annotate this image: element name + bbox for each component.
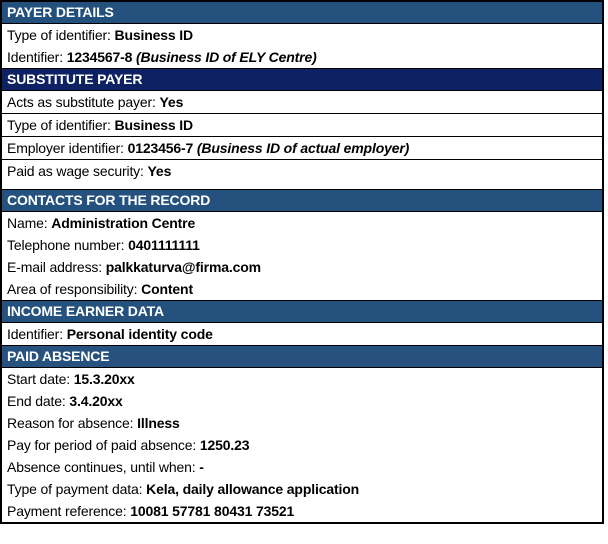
section-payer-details [2, 2, 602, 68]
field-value: Personal identity code [66, 326, 213, 342]
field-label: End date: [7, 393, 70, 409]
row-identifier [2, 323, 602, 345]
row-type-of-identifier [2, 24, 602, 46]
row-payment-reference [2, 500, 602, 522]
field-value: 3.4.20xx [69, 393, 123, 409]
row-start-date [2, 368, 602, 390]
field-label: Acts as substitute payer: [7, 94, 160, 110]
field-value: Business ID [114, 27, 194, 43]
field-value: Yes [147, 163, 172, 179]
field-value: Administration Centre [51, 215, 196, 231]
field-label: Identifier: [7, 49, 67, 65]
field-label: Employer identifier: [7, 140, 128, 156]
field-note: (Business ID of ELY Centre) [136, 49, 317, 65]
field-label: Absence continues, until when: [7, 459, 200, 475]
field-value: 0401111111 [128, 237, 200, 253]
field-label: Payment reference: [7, 503, 131, 519]
field-value: - [199, 459, 204, 475]
row-paid-as-wage-security [2, 160, 602, 189]
section-header-payer-details: PAYER DETAILS [2, 2, 602, 24]
field-value: 15.3.20xx [73, 371, 135, 387]
field-label: Telephone number: [7, 237, 129, 253]
field-label: Name: [7, 215, 52, 231]
field-label: Pay for period of paid absence: [7, 437, 200, 453]
section-income-earner-data [2, 300, 602, 345]
field-label: Reason for absence: [7, 415, 138, 431]
section-substitute-payer [2, 68, 602, 189]
section-paid-absence [2, 345, 602, 522]
section-contacts-for-the-record [2, 189, 602, 300]
field-value: Yes [159, 94, 184, 110]
field-value: 1250.23 [199, 437, 250, 453]
field-value: 0123456-7 [127, 140, 197, 156]
field-value: Kela, daily allowance application [146, 481, 360, 497]
section-header-contacts-for-the-record: CONTACTS FOR THE RECORD [2, 190, 602, 212]
row-acts-as-substitute-payer [2, 91, 602, 114]
section-header-paid-absence: PAID ABSENCE [2, 346, 602, 368]
row-type-of-identifier [2, 114, 602, 137]
row-name [2, 212, 602, 234]
row-reason-for-absence [2, 412, 602, 434]
row-end-date [2, 390, 602, 412]
field-value: palkkaturva@firma.com [105, 259, 261, 275]
field-label: E-mail address: [7, 259, 106, 275]
field-value: Business ID [114, 117, 194, 133]
row-employer-identifier [2, 137, 602, 160]
row-absence-continues-until-when [2, 456, 602, 478]
row-identifier [2, 46, 602, 68]
row-pay-for-period-of-paid-absence [2, 434, 602, 456]
section-header-substitute-payer: SUBSTITUTE PAYER [2, 69, 602, 91]
field-value: 1234567-8 [66, 49, 137, 65]
row-email-address [2, 256, 602, 278]
field-label: Type of identifier: [7, 117, 115, 133]
field-value: Illness [137, 415, 180, 431]
row-type-of-payment-data [2, 478, 602, 500]
row-area-of-responsibility [2, 278, 602, 300]
field-label: Type of payment data: [7, 481, 147, 497]
field-label: Paid as wage security: [7, 163, 148, 179]
field-label: Start date: [7, 371, 74, 387]
field-value: 10081 57781 80431 73521 [130, 503, 295, 519]
field-label: Area of responsibility: [7, 281, 142, 297]
field-label: Identifier: [7, 326, 67, 342]
field-value: Content [141, 281, 193, 297]
section-header-income-earner-data: INCOME EARNER DATA [2, 301, 602, 323]
field-note: (Business ID of actual employer) [196, 140, 410, 156]
field-label: Type of identifier: [7, 27, 115, 43]
row-telephone-number [2, 234, 602, 256]
